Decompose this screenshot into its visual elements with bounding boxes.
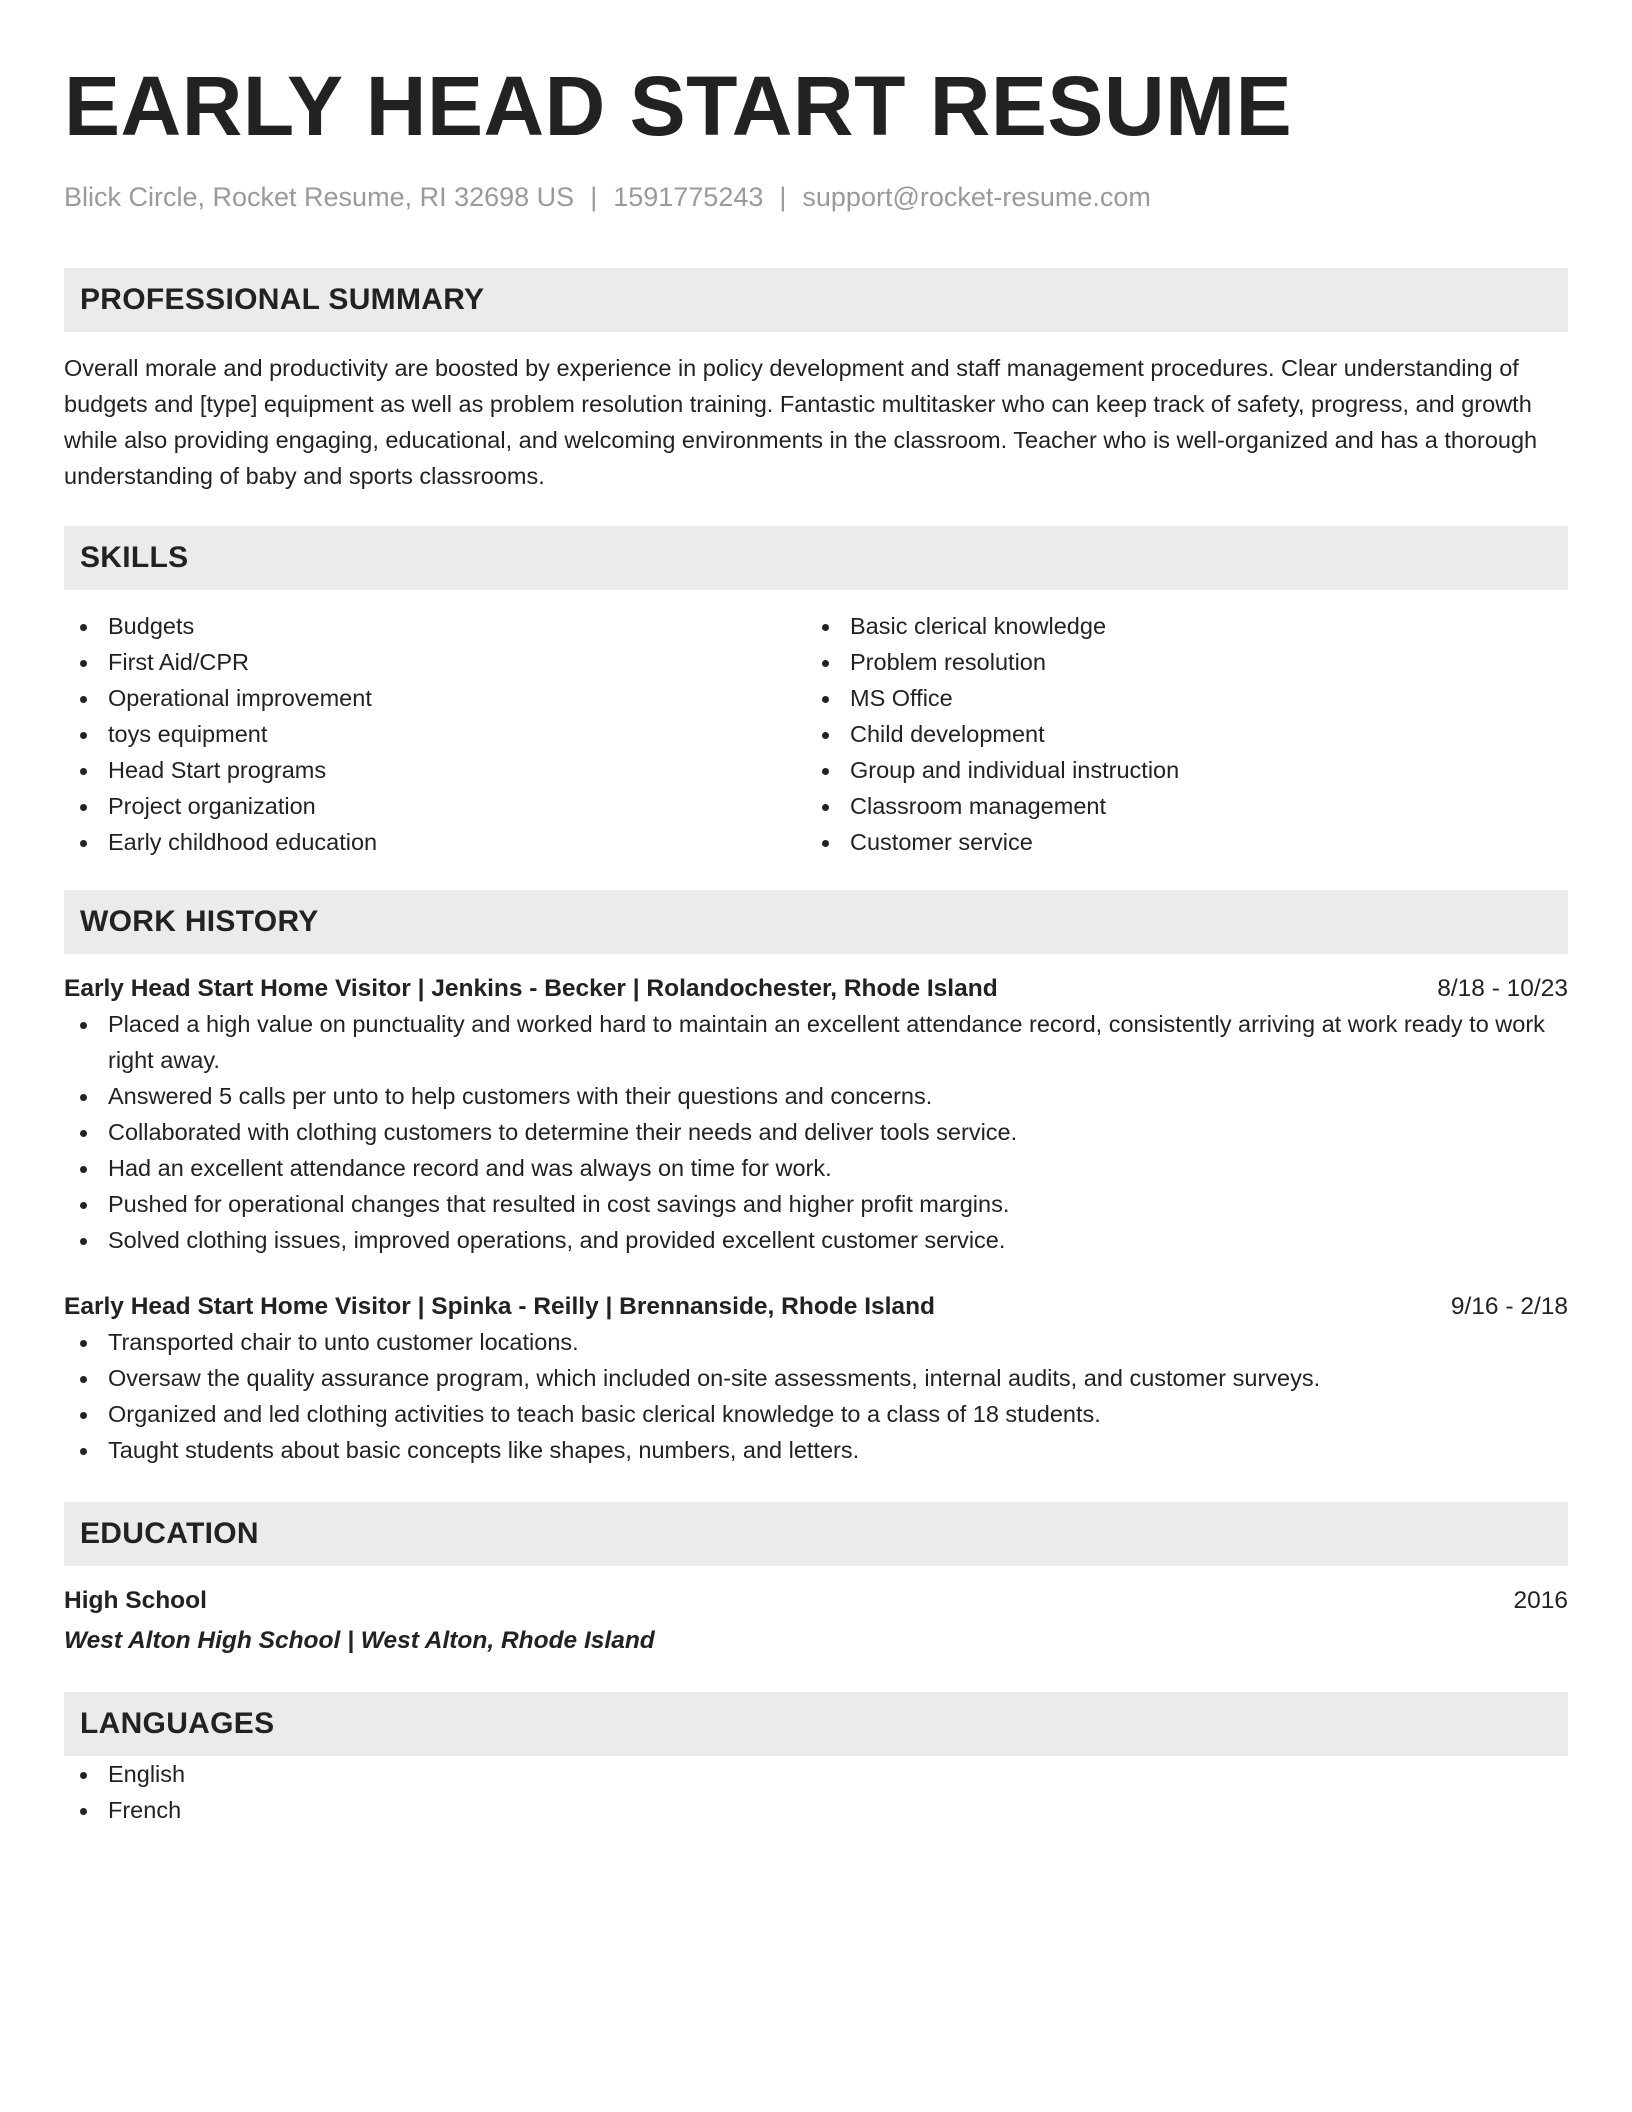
languages-list — [64, 1756, 1568, 1828]
job-bullet: Solved clothing issues, improved operations, and provided excellent customer service. — [64, 1222, 1568, 1258]
skill-item: Problem resolution — [806, 644, 1548, 680]
education-degree: High School — [64, 1587, 207, 1614]
section-title-education: EDUCATION — [64, 1502, 1568, 1566]
job-heading: Early Head Start Home Visitor | Jenkins - Becker | Rolandochester, Rhode Island — [64, 975, 998, 1002]
job-bullet: Oversaw the quality assurance program, which included on-site assessments, internal audits, and customer surveys. — [64, 1360, 1568, 1396]
contact-address: Blick Circle, Rocket Resume, RI 32698 US — [64, 182, 575, 212]
contact-phone: 1591775243 — [613, 182, 764, 212]
skill-item: Group and individual instruction — [806, 752, 1548, 788]
education-year: 2016 — [1513, 1587, 1568, 1614]
contact-separator: | — [590, 182, 598, 212]
section-title-work: WORK HISTORY — [64, 890, 1568, 954]
skill-item: MS Office — [806, 680, 1548, 716]
skill-item: toys equipment — [64, 716, 806, 752]
section-title-languages: LANGUAGES — [64, 1692, 1568, 1756]
job-bullets — [64, 1324, 1568, 1468]
skill-item: Classroom management — [806, 788, 1548, 824]
skill-item: Operational improvement — [64, 680, 806, 716]
skill-item: Customer service — [806, 824, 1548, 860]
skill-item: Head Start programs — [64, 752, 806, 788]
job-entry — [64, 1290, 1568, 1468]
language-item: English — [64, 1756, 1568, 1792]
skill-item: Project organization — [64, 788, 806, 824]
language-item: French — [64, 1792, 1568, 1828]
summary-text: Overall morale and productivity are boosted by experience in policy development and staff management procedures. Clear understanding of budgets and [type] equipment as well as problem resolution training. Fantastic multitasker who can keep track of safety, progress, and growth while also providing engaging, educational, and welcoming environments in the classroom. Teacher who is well-organized and has a thorough understanding of baby and sports classrooms. — [64, 355, 1538, 489]
job-dates: 8/18 - 10/23 — [1437, 975, 1568, 1002]
resume-name: EARLY HEAD START RESUME — [64, 59, 1293, 153]
job-header — [64, 972, 1568, 1006]
job-entry — [64, 972, 1568, 1258]
skills-list-left — [64, 608, 806, 860]
contact-email: support@rocket-resume.com — [802, 182, 1151, 212]
education-school: West Alton High School | West Alton, Rhode Island — [64, 1627, 655, 1654]
skill-item: Budgets — [64, 608, 806, 644]
job-bullet: Pushed for operational changes that resulted in cost savings and higher profit margins. — [64, 1186, 1568, 1222]
job-bullets — [64, 1006, 1568, 1258]
section-title-summary: PROFESSIONAL SUMMARY — [64, 268, 1568, 332]
job-bullet: Organized and led clothing activities to teach basic clerical knowledge to a class of 18 students. — [64, 1396, 1568, 1432]
skill-item: First Aid/CPR — [64, 644, 806, 680]
skill-item: Basic clerical knowledge — [806, 608, 1548, 644]
job-header — [64, 1290, 1568, 1324]
education-header — [64, 1584, 1568, 1618]
job-bullet: Transported chair to unto customer locations. — [64, 1324, 1568, 1360]
job-bullet: Taught students about basic concepts like shapes, numbers, and letters. — [64, 1432, 1568, 1468]
skill-item: Child development — [806, 716, 1548, 752]
job-bullet: Placed a high value on punctuality and worked hard to maintain an excellent attendance record, consistently arriving at work ready to work right away. — [64, 1006, 1568, 1078]
skills-grid — [64, 608, 1568, 860]
skill-item: Early childhood education — [64, 824, 806, 860]
section-title-skills: SKILLS — [64, 526, 1568, 590]
job-bullet: Collaborated with clothing customers to determine their needs and deliver tools service. — [64, 1114, 1568, 1150]
job-bullet: Had an excellent attendance record and was always on time for work. — [64, 1150, 1568, 1186]
job-bullet: Answered 5 calls per unto to help customers with their questions and concerns. — [64, 1078, 1568, 1114]
skills-list-right — [806, 608, 1548, 860]
job-heading: Early Head Start Home Visitor | Spinka - Reilly | Brennanside, Rhode Island — [64, 1293, 935, 1320]
contact-separator: | — [779, 182, 787, 212]
contact-line — [64, 180, 1568, 214]
job-dates: 9/16 - 2/18 — [1450, 1293, 1568, 1320]
